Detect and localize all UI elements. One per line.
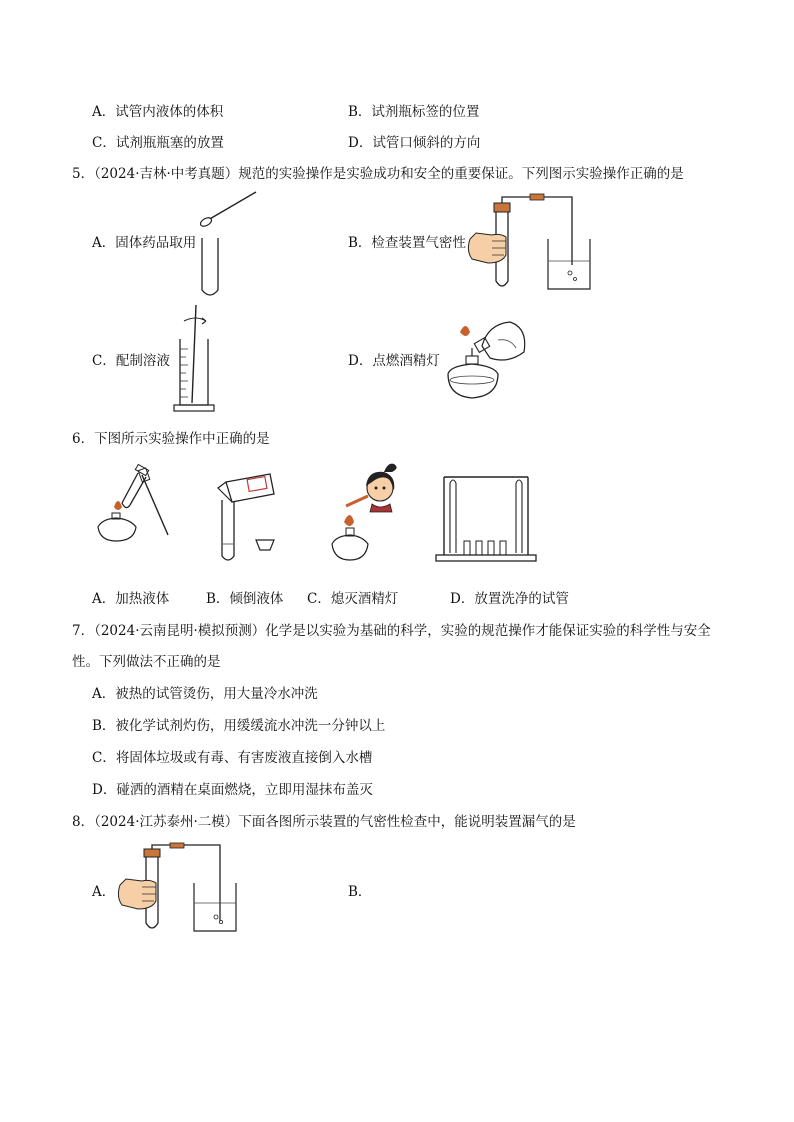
q4-option-d: D．试管口倾斜的方向: [348, 135, 481, 151]
q6-figure-heating-liquid: [92, 455, 177, 545]
q8-option-a: A．: [92, 884, 116, 900]
q4-option-b: B．试剂瓶标签的位置: [348, 104, 480, 120]
q6-figure-pouring-liquid: [212, 472, 287, 564]
q6-option-b: B．倾倒液体: [206, 591, 284, 607]
q4-option-c: C．试剂瓶瓶塞的放置: [92, 135, 224, 151]
q5-figure-spoon-tube: [190, 190, 265, 300]
q8-figure-airtight-check-a: [112, 845, 242, 935]
q5-figure-airtight-check: [462, 193, 592, 293]
q6-option-a: A．加热液体: [92, 591, 170, 607]
q5-figure-lighting-lamp: [438, 318, 530, 404]
q5-option-c: C．配制溶液: [92, 353, 170, 369]
q5-figure-measuring-cylinder: [168, 305, 228, 417]
q6-figure-extinguish-lamp: [328, 460, 408, 570]
q6-option-d: D．放置洗净的试管: [450, 591, 569, 607]
q7-option-d: D．碰洒的酒精在桌面燃烧，立即用湿抹布盖灭: [92, 782, 373, 798]
q6-option-c: C．熄灭酒精灯: [307, 591, 399, 607]
q4-option-a: A．试管内液体的体积: [92, 104, 224, 120]
q6-figure-tube-rack: [436, 473, 536, 563]
q7-stem-line1: 7．（2024·云南昆明·模拟预测）化学是以实验为基础的科学，实验的规范操作才能保证实验的科学性与安全: [72, 623, 711, 639]
q8-stem: 8．（2024·江苏泰州·二模）下面各图所示装置的气密性检查中，能说明装置漏气的是: [72, 814, 576, 830]
q7-option-b: B．被化学试剂灼伤，用缓缓流水冲洗一分钟以上: [92, 718, 386, 734]
q5-option-b: B．检查装置气密性: [348, 235, 466, 251]
q7-option-a: A．被热的试管烫伤，用大量冷水冲洗: [92, 686, 318, 702]
q7-option-c: C．将固体垃圾或有毒、有害废液直接倒入水槽: [92, 750, 373, 766]
q5-option-a: A．固体药品取用: [92, 235, 197, 251]
q8-option-b: B．: [348, 884, 372, 900]
q5-option-d: D．点燃酒精灯: [348, 353, 440, 369]
q7-stem-line2: 性。下列做法不正确的是: [72, 654, 221, 670]
q6-stem: 6．下图所示实验操作中正确的是: [72, 431, 270, 447]
q5-stem: 5．（2024·吉林·中考真题）规范的实验操作是实验成功和安全的重要保证。下列图示实验操作正确的是: [72, 166, 684, 182]
